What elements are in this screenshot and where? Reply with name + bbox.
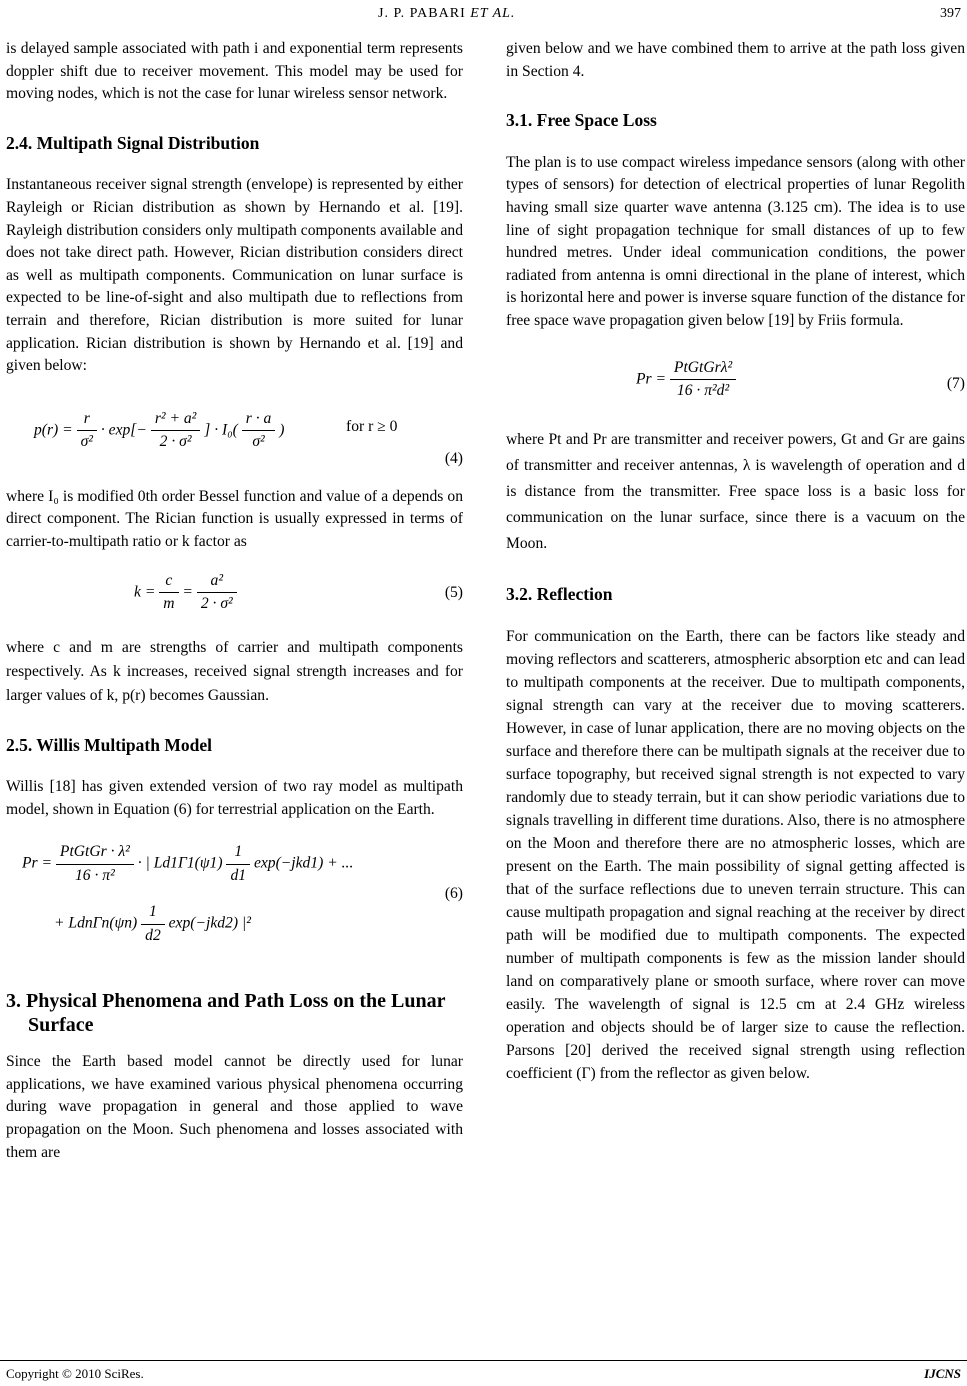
- footer-rule: [0, 1360, 967, 1361]
- eq6-term1: · | Ld1Γ1(ψ1): [137, 854, 223, 872]
- page-number: 397: [940, 6, 961, 21]
- paragraph: For communication on the Earth, there can be factors like steady and moving reflectors and scatterers, atmospheric absorption etc and can lead to multipath components at the receiver. Due to multipath components, signal strength can vary at the receiver due to moving scatterers. However, in case of lunar application, there are no moving objects on the surface and therefore there can be multipath signals at the receiver due to surface topography, but received signal strength is not expected to vary randomly due to steady terrain, but it can show periodic variations due to signals travelling in different time durations. Also, there is no atmosphere on the Moon and therefore there are no atmospheric losses, which are present on the Earth. The main possibility of signal getting affected is that of the surface reflections due to uneven terrain structure. This can cause multipath propagation and signal reaching at the receiver by direct path will be modified due to multipath components. The expected number of multipath components is few as the mission lander should land on comparatively plane or smooth surface, where rover can move easily. The wavelength of signal is 12.5 cm at 2.4 GHz wireless operation and objects should be of larger size to cause the reflection. Parsons [20] derived the received signal strength using reflection coefficient (Γ) from the reflector as given below.: [506, 628, 965, 1083]
- eq5-frac2-num: a²: [197, 570, 237, 594]
- eq6-frac2: [226, 841, 250, 887]
- paragraph: Willis [18] has given extended version of two ray model as multipath model, shown in Equation (6) for terrestrial application on the Earth.: [6, 778, 463, 818]
- equation-6: [6, 831, 463, 959]
- section-heading-2-5: 2.5. Willis Multipath Model: [6, 734, 212, 755]
- equation-number: (7): [946, 374, 965, 392]
- section-heading-3: 3. Physical Phenomena and Path Loss on the Lunar Surface: [6, 990, 446, 1037]
- eq4-bessel: ] · I₀(: [204, 421, 238, 439]
- paragraph: Instantaneous receiver signal strength (envelope) is represented by either Rayleigh or Rician distribution as shown by Hernando et al. [19]. Rayleigh distribution considers only multipath components available and does not take direct path. However, Rician distribution considers direct as well as multipath components. Communication on lunar surface is expected to be line-of-sight and also multipath due to reflections from terrain and therefore, Rician distribution is more suited for lunar application. Rician distribution is shown by Hernando et al. [19] and given below:: [6, 176, 463, 375]
- eq5-frac1-den: m: [163, 595, 175, 613]
- eq6-line1: [22, 841, 353, 887]
- paragraph: is delayed sample associated with path i and exponential term represents doppler shift due to receiver movement. This model may be used for moving nodes, which is not the case for lunar wireless sensor network.: [6, 40, 463, 103]
- eq7-frac-num: PtGtGrλ²: [670, 357, 736, 381]
- right-column: [506, 38, 965, 1085]
- eq6-frac3-den: d2: [145, 926, 161, 944]
- eq5-equals: =: [182, 583, 193, 601]
- eq5-frac1: [159, 570, 178, 616]
- section-heading-3-2: 3.2. Reflection: [506, 583, 613, 604]
- eq4-frac1: [77, 408, 97, 454]
- eq5-frac2-den: 2 · σ²: [200, 595, 233, 613]
- running-head-etal: ET AL.: [470, 6, 516, 21]
- equation-5: [6, 560, 463, 636]
- eq6-lhs: Pr =: [22, 854, 53, 872]
- eq6-frac3: [141, 901, 165, 947]
- eq4-frac3-den: σ²: [252, 433, 265, 451]
- eq6-term1-exp: exp(−jkd1) + ...: [253, 854, 354, 872]
- paragraph: where Pt and Pr are transmitter and receiver powers, Gt and Gr are gains of transmitter and receiver antennas, λ is wavelength of operation and d is distance from the transmitter. Free space loss is a basic loss for communication on the lunar surface, since there is a vacuum on the Moon.: [506, 430, 965, 552]
- eq4-condition: for r ≥ 0: [346, 417, 398, 435]
- eq7-body: [636, 357, 736, 403]
- eq4-frac2-den: 2 · σ²: [159, 433, 192, 451]
- eq5-frac2: [197, 570, 237, 616]
- equation-number: (4): [444, 449, 463, 467]
- eq5-frac1-num: c: [159, 570, 178, 594]
- copyright: Copyright © 2010 SciRes.: [6, 1366, 144, 1381]
- eq6-term2: + LdnΓn(ψn): [54, 914, 138, 932]
- section-heading-3-1: 3.1. Free Space Loss: [506, 110, 657, 131]
- running-head: [378, 6, 515, 22]
- eq4-tail: ): [279, 421, 285, 439]
- journal-abbrev: IJCNS: [924, 1366, 961, 1381]
- eq4-frac3: [242, 408, 276, 454]
- eq6-frac1: [56, 841, 134, 887]
- equation-number: (6): [444, 885, 463, 903]
- eq5-body: [134, 570, 237, 616]
- eq4-frac2: [151, 408, 201, 454]
- equation-7: [506, 347, 965, 427]
- page-header: [0, 6, 967, 26]
- left-column: [6, 38, 463, 1164]
- eq4-frac1-den: σ²: [80, 433, 93, 451]
- eq6-frac1-den: 16 · π²: [74, 866, 115, 884]
- eq6-line2: [54, 901, 251, 947]
- eq4-lhs: p(r) =: [34, 421, 73, 439]
- paragraph: Since the Earth based model cannot be directly used for lunar applications, we have examined various physical phenomena occurring during wave propagation in general and those applied to wave propagation on the Moon. Such phenomena and losses associated with them are: [6, 1053, 463, 1161]
- paragraph: where I₀ is modified 0th order Bessel function and value of a depends on direct component. The Rician function is usually expressed in terms of carrier-to-multipath ratio or k factor as: [6, 487, 463, 550]
- eq6-frac1-num: PtGtGr · λ²: [56, 841, 134, 865]
- eq4-body: [34, 408, 284, 454]
- eq4-exp: · exp[−: [100, 421, 147, 439]
- eq5-lhs: k =: [134, 583, 156, 601]
- eq6-term2-exp: exp(−jkd2) |²: [168, 914, 251, 932]
- eq7-frac: [670, 357, 736, 403]
- eq4-frac1-num: r: [77, 408, 97, 432]
- eq6-frac3-num: 1: [141, 901, 165, 925]
- eq4-frac3-num: r · a: [242, 408, 276, 432]
- eq6-frac2-num: 1: [226, 841, 250, 865]
- eq7-lhs: Pr =: [636, 370, 667, 388]
- equation-number: (5): [444, 583, 463, 601]
- running-head-authors: J. P. PABARI: [378, 6, 466, 21]
- paragraph: The plan is to use compact wireless impedance sensors (along with other types of sensors) for detection of electrical properties of lunar Regolith having small size quarter wave antenna (3.125 cm). The idea is to use line of sight propagation technique for small distances of up to few hundred metres. Under ideal communication conditions, the power radiated from antenna is omni directional in the plane of interest, which is horizontal here and power is inverse square function of the distance for free space wave propagation given below [19] by Friis formula.: [506, 153, 965, 329]
- eq6-frac2-den: d1: [230, 866, 247, 884]
- paragraph: where c and m are strengths of carrier and multipath components respectively. As k increases, received signal strength increases and for larger values of k, p(r) becomes Gaussian.: [6, 638, 463, 704]
- eq7-frac-den: 16 · π²d²: [676, 382, 730, 400]
- equation-4: [6, 394, 463, 472]
- section-heading-2-4: 2.4. Multipath Signal Distribution: [6, 132, 260, 153]
- paragraph: given below and we have combined them to arrive at the path loss given in Section 4.: [506, 40, 965, 80]
- eq4-frac2-num: r² + a²: [151, 408, 201, 432]
